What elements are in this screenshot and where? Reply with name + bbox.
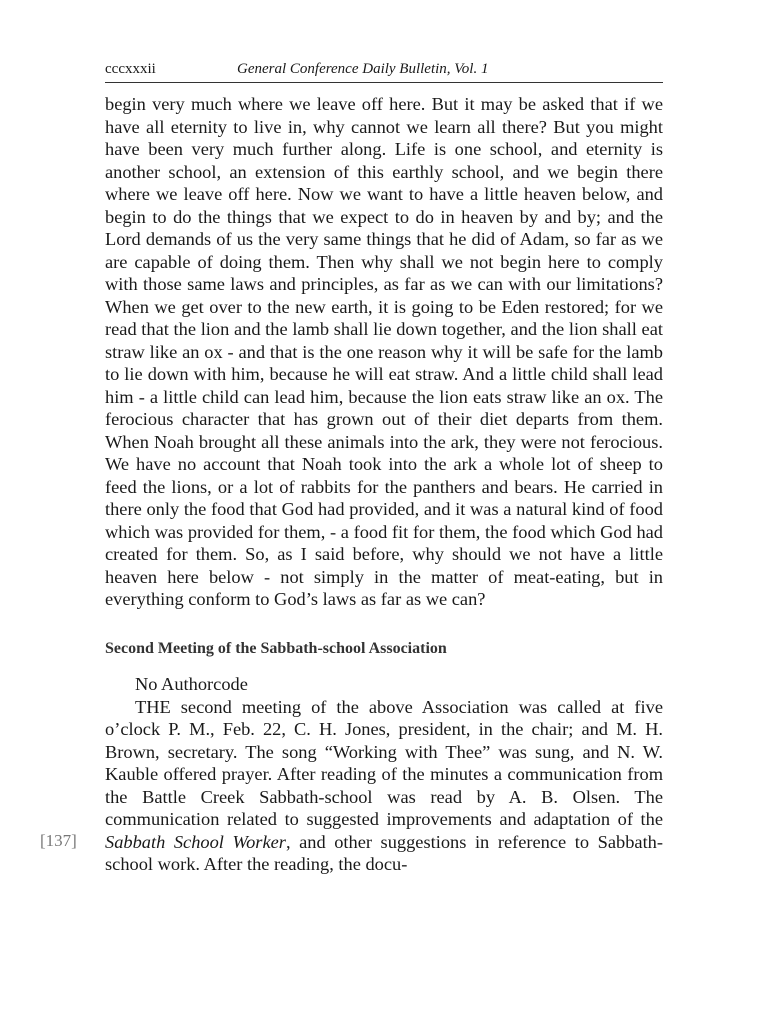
author-line: No Authorcode — [135, 674, 248, 694]
running-title: General Conference Daily Bulletin, Vol. 1 — [237, 61, 489, 77]
running-header — [105, 60, 663, 83]
page-folio: cccxxxii — [105, 61, 156, 77]
paragraph-text: THE second meeting of the above Association was called at five o’clock P. M., Feb. 22, C. H. Jones, president, in the chair; and M. H. Brown, secretary. The song “Working with Thee” was sung, and N. W. Kauble offered prayer. After reading of the minutes a communication from the Battle Creek Sabbath-school was read by A. B. Olsen. The communication related to suggested improvements and adaptation of the — [105, 696, 663, 829]
section-heading: Second Meeting of the Sabbath-school Association — [105, 639, 447, 657]
margin-page-reference: [137] — [40, 831, 77, 850]
publication-title: Sabbath School Worker — [105, 831, 286, 852]
paragraph-text: , and other suggestions in reference to Sabbath-school work. After the reading, the docu- — [105, 831, 663, 874]
paragraph: begin very much where we leave off here. But it may be asked that if we have all eternity to live in, why cannot we learn all there? But you might have been very much further along. Life is one school, and eternity is another school, an extension of this earthly school, and we begin there where we leave off here. Now we want to have a little heaven below, and begin to do the things that we expect to do in heaven by and by; and the Lord demands of us the very same things that he did of Adam, so far as we are capable of doing them. Then why shall we not begin here to comply with those same laws and principles, as far as we can with our limitations? When we get over to the new earth, it is going to be Eden restored; for we read that the lion and the lamb shall lie down together, and the lion shall eat straw like an ox - and that is the one reason why it will be safe for the lamb to lie down with him, because he will eat straw. And a little child shall lead him - a little child can lead him, because the lion eats straw like an ox. The ferocious character that has grown out of their diet departs from them. When Noah brought all these animals into the ark, they were not ferocious. We have no account that Noah took into the ark a whole lot of sheep to feed the lions, or a lot of rabbits for the panthers and bears. He carried in there only the food that God had provided, and it was a natural kind of food which was provided for them, - a food fit for them, the food which God had created for them. So, as I said before, why should we not have a little heaven here below - not simply in the matter of meat-eating, but in everything conform to God’s laws as far as we can? — [105, 94, 663, 609]
paragraph — [105, 696, 663, 876]
page-body — [105, 93, 663, 876]
